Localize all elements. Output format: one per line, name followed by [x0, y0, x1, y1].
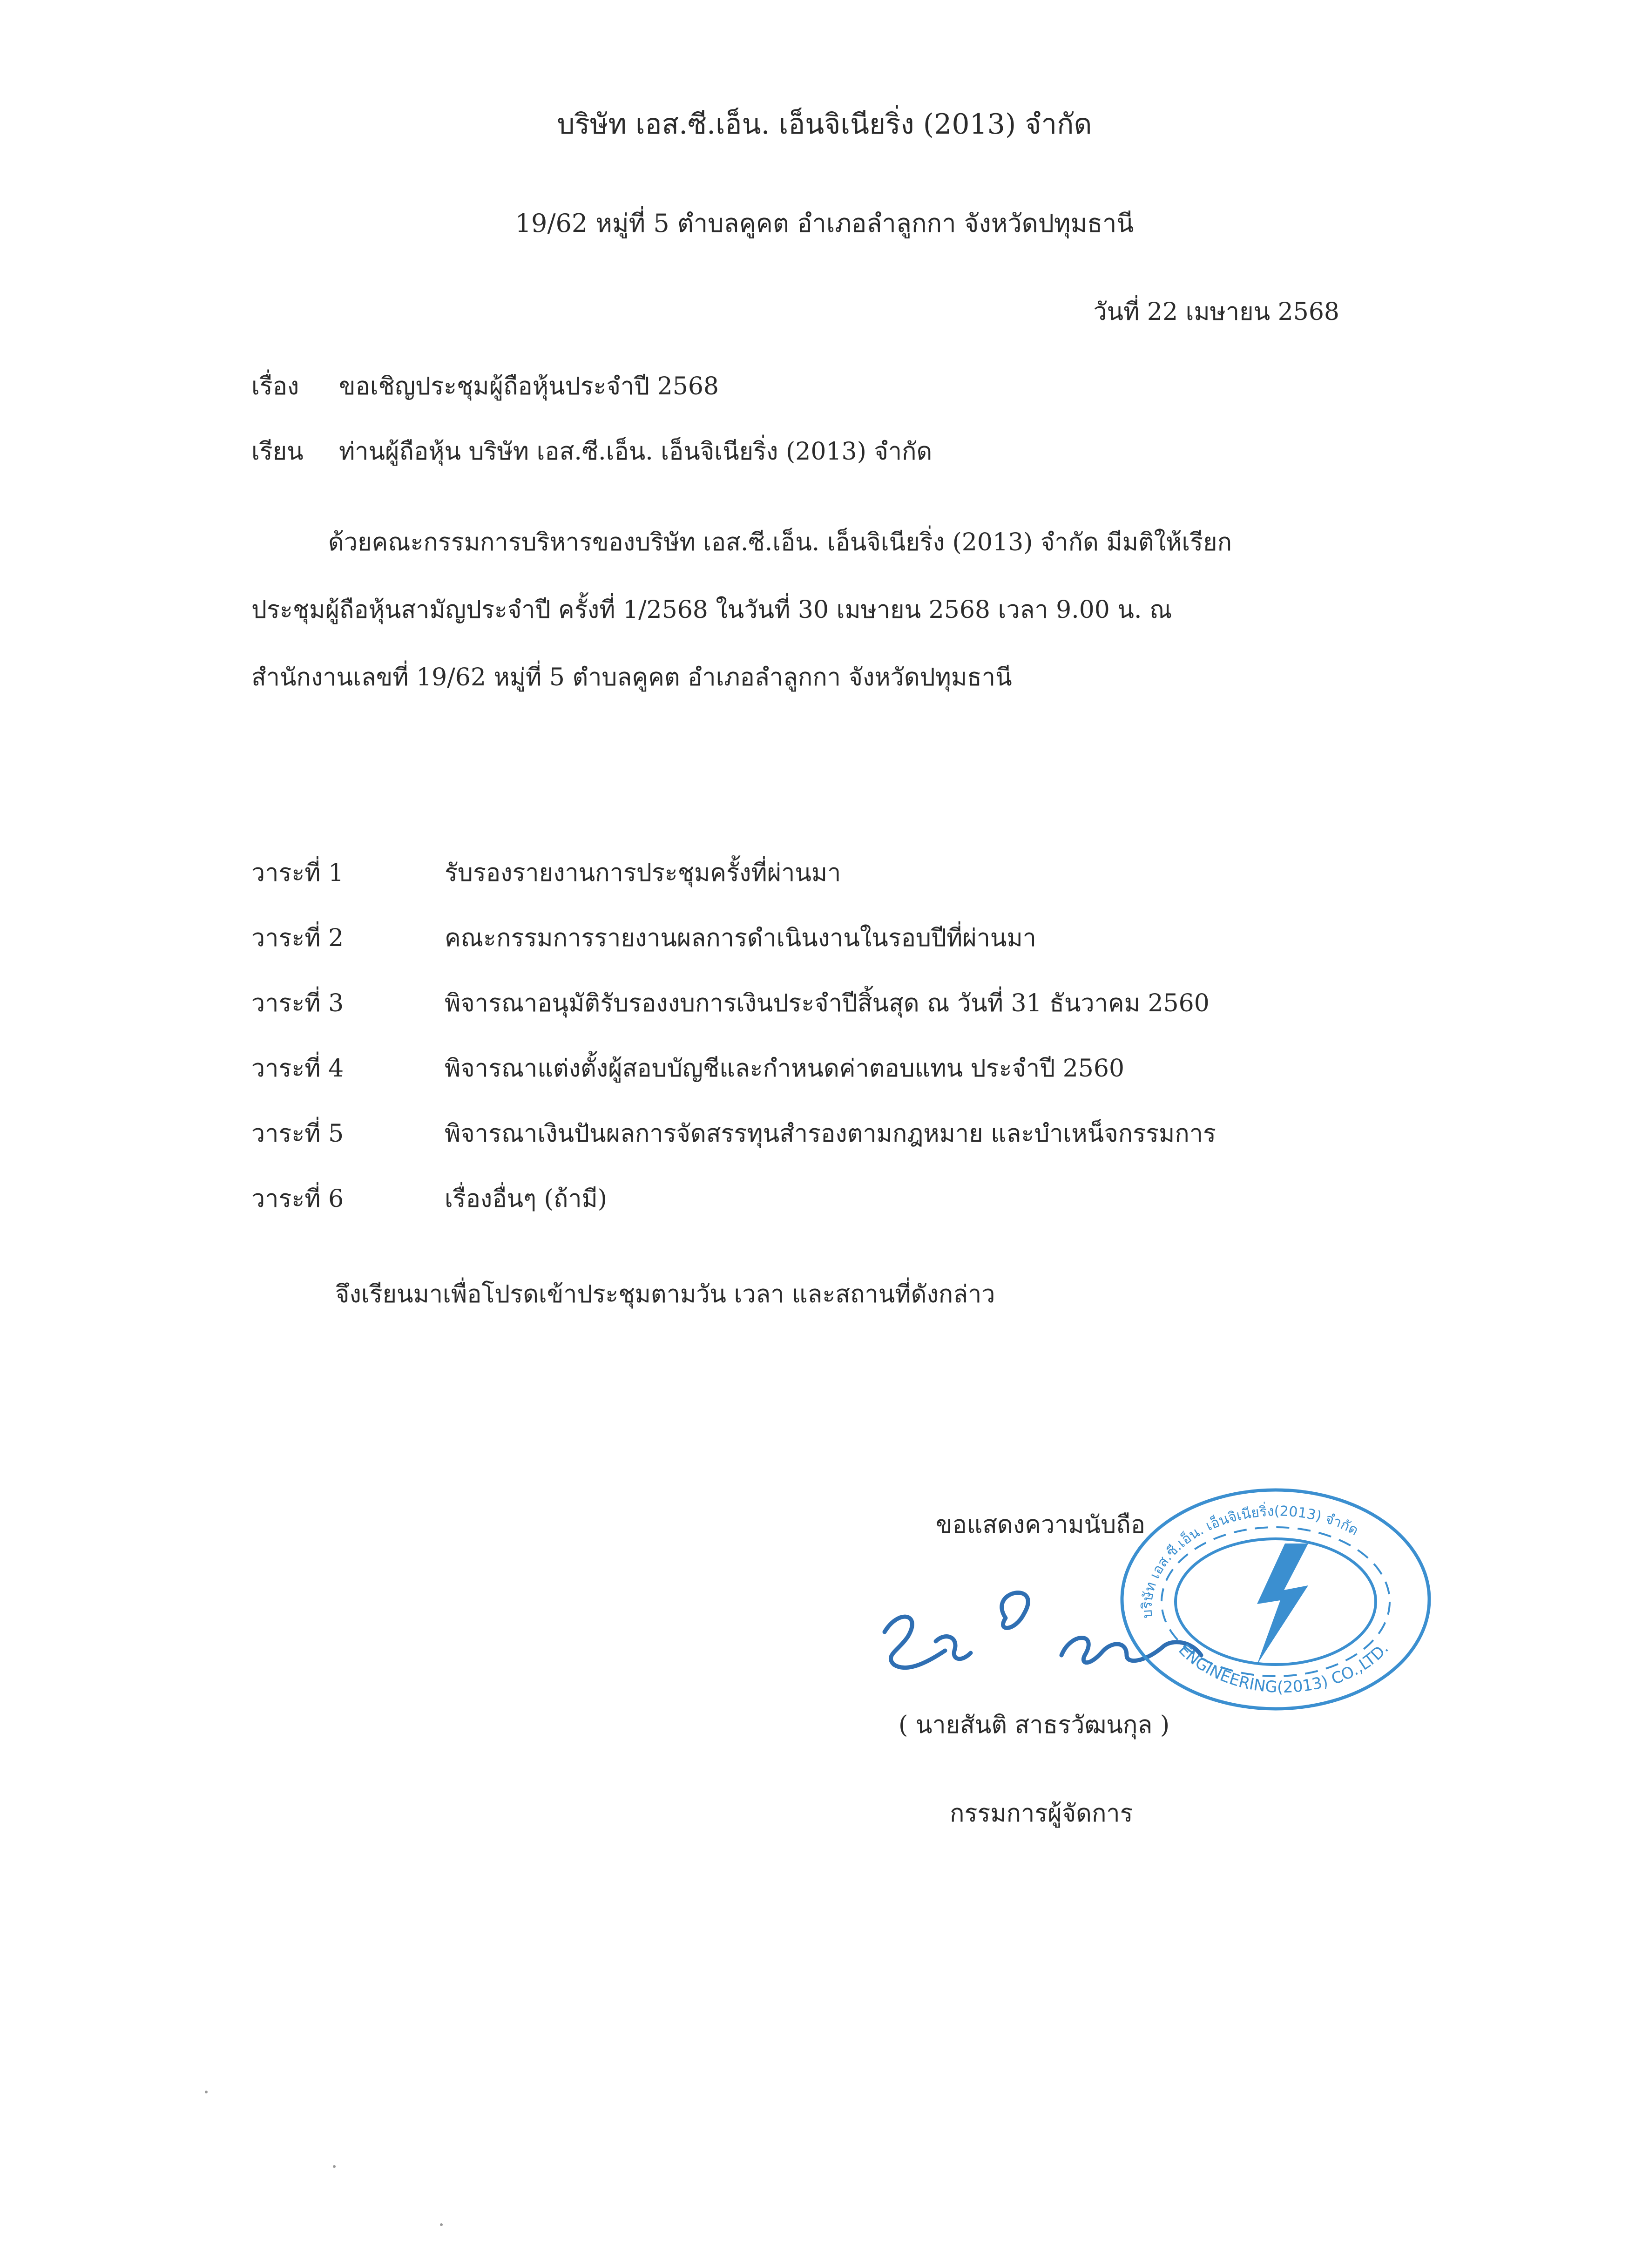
agenda-text: พิจารณาอนุมัติรับรองงบการเงินประจำปีสิ้นสุด ณ วันที่ 31 ธันวาคม 2560	[445, 989, 1210, 1017]
agenda-text: เรื่องอื่นๆ (ถ้ามี)	[445, 1185, 608, 1213]
agenda-number: วาระที่ 2	[251, 924, 344, 952]
subject-text: ขอเชิญประชุมผู้ถือหุ้นประจำปี 2568	[339, 372, 719, 400]
agenda-number: วาระที่ 4	[251, 1055, 344, 1083]
body-line-2: ประชุมผู้ถือหุ้นสามัญประจำปี ครั้งที่ 1/2568 ในวันที่ 30 เมษายน 2568 เวลา 9.00 น. ณ	[251, 596, 1172, 624]
stamp-text-english: ENGINEERING(2013) CO.,LTD.	[1175, 1639, 1392, 1697]
regards-text: ขอแสดงความนับถือ	[936, 1511, 1145, 1539]
document-date: วันที่ 22 เมษายน 2568	[1093, 298, 1339, 326]
body-line-1: ด้วยคณะกรรมการบริหารของบริษัท เอส.ซี.เอ็น. เอ็นจิเนียริ่ง (2013) จำกัด มีมติให้เรียก	[328, 528, 1232, 556]
agenda-number: วาระที่ 3	[251, 989, 344, 1017]
agenda-text: พิจารณาแต่งตั้งผู้สอบบัญชีและกำหนดค่าตอบแทน ประจำปี 2560	[445, 1055, 1125, 1083]
agenda-text: พิจารณาเงินปันผลการจัดสรรทุนสำรองตามกฎหมาย และบำเหน็จกรรมการ	[445, 1120, 1216, 1148]
recipient-text: ท่านผู้ถือหุ้น บริษัท เอส.ซี.เอ็น. เอ็นจิเนียริ่ง (2013) จำกัด	[339, 438, 933, 466]
scan-speck	[440, 2223, 443, 2226]
signer-title: กรรมการผู้จัดการ	[950, 1800, 1133, 1828]
agenda-text: รับรองรายงานการประชุมครั้งที่ผ่านมา	[445, 859, 841, 887]
stamp-text-thai: บริษัท เอส.ซี.เอ็น. เอ็นจิเนียริ่ง(2013) จำกัด	[1139, 1503, 1361, 1619]
company-address: 19/62 หมู่ที่ 5 ตำบลคูคต อำเภอลำลูกกา จังหวัดปทุมธานี	[515, 209, 1134, 238]
scan-speck	[333, 2165, 336, 2168]
company-stamp	[1108, 1478, 1443, 1720]
closing-sentence: จึงเรียนมาเพื่อโปรดเข้าประชุมตามวัน เวลา และสถานที่ดังกล่าว	[335, 1280, 995, 1308]
agenda-number: วาระที่ 5	[251, 1120, 344, 1148]
agenda-number: วาระที่ 6	[251, 1185, 344, 1213]
agenda-number: วาระที่ 1	[251, 859, 344, 887]
body-line-3: สำนักงานเลขที่ 19/62 หมู่ที่ 5 ตำบลคูคต อำเภอลำลูกกา จังหวัดปทุมธานี	[251, 663, 1012, 691]
company-name: บริษัท เอส.ซี.เอ็น. เอ็นจิเนียริ่ง (2013) จำกัด	[557, 108, 1092, 141]
signer-name: ( นายสันติ สาธรวัฒนกุล )	[899, 1711, 1170, 1739]
agenda-text: คณะกรรมการรายงานผลการดำเนินงานในรอบปีที่ผ่านมา	[445, 924, 1036, 952]
subject-label: เรื่อง	[251, 372, 299, 400]
scan-speck	[205, 2091, 208, 2093]
recipient-label: เรียน	[251, 438, 304, 466]
